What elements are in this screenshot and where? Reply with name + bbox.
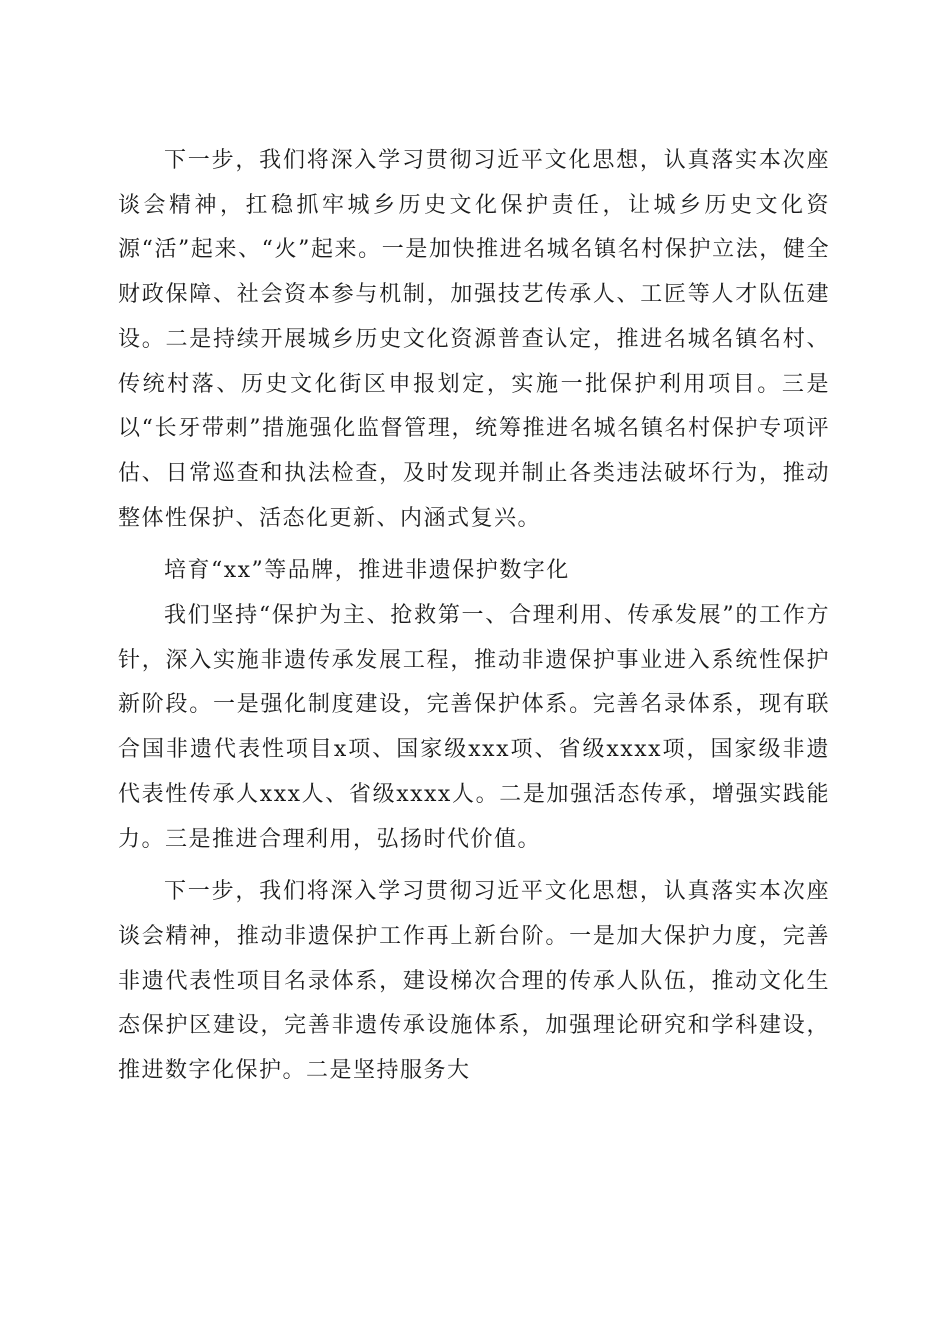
section-heading: 培育“xx”等品牌，推进非遗保护数字化	[164, 558, 570, 584]
paragraph-intangible-heritage: 我们坚持“保护为主、抢救第一、合理利用、传承发展”的工作方针，深入实施非遗传承发展工程，推动非遗保护事业进入系统性保护新阶段。一是强化制度建设，完善保护体系。完善名录体系，现有联合国非遗代表性项目x项、国家级xxx项、省级xxxx项，国家级非遗代表性传承人xxx人、省级xxxx人。二是加强活态传承，增强实践能力。三是推进合理利用，弘扬时代价值。	[118, 603, 830, 852]
paragraph-next-steps-intangible: 下一步，我们将深入学习贯彻习近平文化思想，认真落实本次座谈会精神，推动非遗保护工作再上新台阶。一是加大保护力度，完善非遗代表性项目名录体系，建设梯次合理的传承人队伍，推动文化生态保护区建设，完善非遗传承设施体系，加强理论研究和学科建设，推进数字化保护。二是坚持服务大	[118, 879, 830, 1084]
document-body	[118, 139, 830, 1094]
paragraph-next-steps-heritage: 下一步，我们将深入学习贯彻习近平文化思想，认真落实本次座谈会精神，扛稳抓牢城乡历史文化保护责任，让城乡历史文化资源“活”起来、“火”起来。一是加快推进名城名镇名村保护立法，健全财政保障、社会资本参与机制，加强技艺传承人、工匠等人才队伍建设。二是持续开展城乡历史文化资源普查认定，推进名城名镇名村、传统村落、历史文化街区申报划定，实施一批保护利用项目。三是以“长牙带刺”措施强化监督管理，统筹推进名城名镇名村保护专项评估、日常巡查和执法检查，及时发现并制止各类违法破坏行为，推动整体性保护、活态化更新、内涵式复兴。	[118, 148, 830, 531]
